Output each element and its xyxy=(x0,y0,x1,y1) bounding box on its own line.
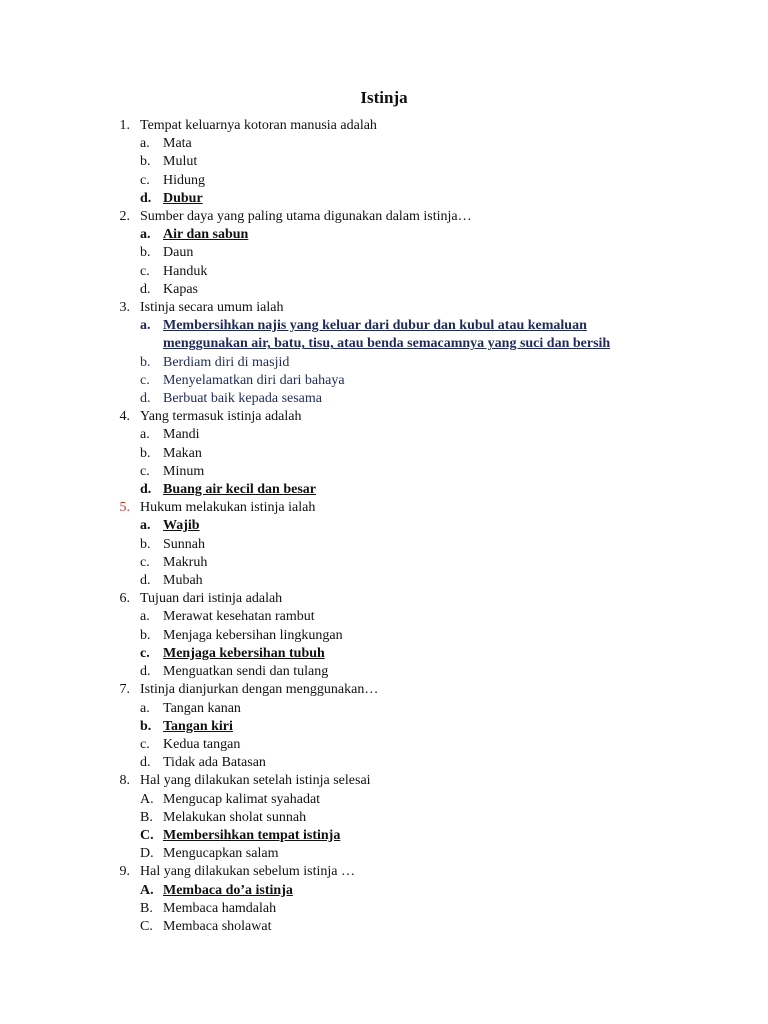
question-item xyxy=(0,863,768,881)
option-text: Mengucap kalimat syahadat xyxy=(163,791,321,807)
option-text: Buang air kecil dan besar xyxy=(163,482,316,498)
option-letter: d. xyxy=(140,482,152,498)
option-letter: b. xyxy=(140,154,151,170)
option-text: Tangan kiri xyxy=(163,718,233,734)
question-text: Tempat keluarnya kotoran manusia adalah xyxy=(140,118,377,133)
question-item xyxy=(0,499,768,517)
option-letter: b. xyxy=(140,536,151,552)
option-letter: C. xyxy=(140,827,154,843)
answer-option-correct xyxy=(0,645,768,663)
option-letter: c. xyxy=(140,554,150,570)
option-letter: c. xyxy=(140,463,150,479)
option-letter: d. xyxy=(140,281,151,297)
answer-option-correct xyxy=(0,481,768,499)
answer-option xyxy=(0,736,768,754)
option-text: Wajib xyxy=(163,518,200,534)
option-text: Makruh xyxy=(163,554,208,570)
answer-option xyxy=(0,608,768,626)
question-item xyxy=(0,772,768,790)
question-number: 7. xyxy=(119,682,130,698)
option-text: Air dan sabun xyxy=(163,227,249,243)
option-text: Handuk xyxy=(163,263,208,279)
option-letter: c. xyxy=(140,263,150,279)
option-letter: c. xyxy=(140,736,150,752)
answer-option xyxy=(0,445,768,463)
answer-option xyxy=(0,627,768,645)
answer-option xyxy=(0,700,768,718)
option-letter: b. xyxy=(140,445,151,461)
question-item xyxy=(0,117,768,135)
answer-option xyxy=(0,845,768,863)
option-text: Membersihkan tempat istinja xyxy=(163,827,341,843)
option-text: Menjaga kebersihan tubuh xyxy=(163,645,325,661)
answer-option-correct xyxy=(0,317,768,353)
option-text: Mubah xyxy=(163,573,203,589)
question-number: 9. xyxy=(119,864,130,880)
answer-option xyxy=(0,918,768,936)
question-text: Istinja dianjurkan dengan menggunakan… xyxy=(140,682,379,698)
option-letter: D. xyxy=(140,846,154,862)
option-text: Menguatkan sendi dan tulang xyxy=(163,664,329,680)
option-text: Daun xyxy=(163,245,194,261)
question-text: Hal yang dilakukan sebelum istinja … xyxy=(140,864,356,880)
option-letter: c. xyxy=(140,645,150,661)
option-letter: B. xyxy=(140,809,153,825)
option-text: Membersihkan najis yang keluar dari dubur dan kubul atau kemaluan menggunakan air, batu, tisu, atau benda semacamnya yang suci dan bersih xyxy=(163,318,611,352)
question-text: Tujuan dari istinja adalah xyxy=(140,591,283,607)
question-item xyxy=(0,208,768,226)
option-text: Tangan kanan xyxy=(163,700,241,716)
option-text: Minum xyxy=(163,463,205,479)
option-text: Sunnah xyxy=(163,536,205,552)
option-letter: C. xyxy=(140,918,153,934)
answer-option-correct xyxy=(0,882,768,900)
answer-option xyxy=(0,754,768,772)
option-text: Mandi xyxy=(163,427,200,443)
option-text: Membaca hamdalah xyxy=(163,900,277,916)
option-text: Hidung xyxy=(163,172,205,188)
question-number: 8. xyxy=(119,773,130,789)
answer-option-correct xyxy=(0,718,768,736)
answer-option xyxy=(0,390,768,408)
option-letter: d. xyxy=(140,664,151,680)
option-letter: A. xyxy=(140,791,154,807)
option-text: Menjaga kebersihan lingkungan xyxy=(163,627,343,643)
option-letter: A. xyxy=(140,882,154,898)
option-text: Menyelamatkan diri dari bahaya xyxy=(163,372,345,388)
option-text: Membaca sholawat xyxy=(163,918,272,934)
option-text: Mengucapkan salam xyxy=(163,846,279,862)
question-number: 5. xyxy=(119,500,130,516)
option-letter: d. xyxy=(140,755,151,771)
answer-option xyxy=(0,536,768,554)
question-number: 6. xyxy=(119,591,130,607)
answer-option xyxy=(0,463,768,481)
question-list xyxy=(0,117,768,936)
question-item xyxy=(0,681,768,699)
option-letter: d. xyxy=(140,573,151,589)
option-text: Mata xyxy=(163,136,192,152)
answer-option xyxy=(0,281,768,299)
option-text: Berdiam diri di masjid xyxy=(163,354,290,370)
answer-option xyxy=(0,572,768,590)
option-letter: a. xyxy=(140,700,150,716)
question-text: Hal yang dilakukan setelah istinja selesai xyxy=(140,773,371,789)
question-text: Hukum melakukan istinja ialah xyxy=(140,500,316,516)
option-letter: a. xyxy=(140,518,151,534)
option-letter: B. xyxy=(140,900,153,916)
option-letter: a. xyxy=(140,427,150,443)
question-item xyxy=(0,408,768,426)
option-text: Kedua tangan xyxy=(163,736,241,752)
option-text: Mulut xyxy=(163,154,198,170)
question-item xyxy=(0,299,768,317)
answer-option xyxy=(0,791,768,809)
answer-option-correct xyxy=(0,226,768,244)
option-letter: b. xyxy=(140,718,152,734)
option-letter: d. xyxy=(140,190,152,206)
answer-option xyxy=(0,663,768,681)
answer-option xyxy=(0,135,768,153)
option-letter: d. xyxy=(140,391,151,407)
question-item xyxy=(0,590,768,608)
answer-option xyxy=(0,172,768,190)
option-letter: b. xyxy=(140,245,151,261)
answer-option xyxy=(0,554,768,572)
answer-option-correct xyxy=(0,190,768,208)
option-text: Tidak ada Batasan xyxy=(163,755,266,771)
answer-option xyxy=(0,244,768,262)
page-title: Istinja xyxy=(360,88,408,107)
answer-option xyxy=(0,354,768,372)
option-letter: c. xyxy=(140,372,150,388)
question-text: Yang termasuk istinja adalah xyxy=(140,409,302,425)
option-text: Kapas xyxy=(163,281,198,297)
question-number: 3. xyxy=(119,300,130,316)
answer-option xyxy=(0,900,768,918)
option-letter: a. xyxy=(140,136,150,152)
option-text: Membaca do’a istinja xyxy=(163,882,293,898)
option-text: Berbuat baik kepada sesama xyxy=(163,391,322,407)
question-text: Istinja secara umum ialah xyxy=(140,300,284,316)
option-text: Merawat kesehatan rambut xyxy=(163,609,315,625)
option-letter: b. xyxy=(140,354,151,370)
option-text: Makan xyxy=(163,445,202,461)
option-text: Melakukan sholat sunnah xyxy=(163,809,307,825)
answer-option xyxy=(0,372,768,390)
answer-option-correct xyxy=(0,827,768,845)
option-letter: a. xyxy=(140,609,150,625)
option-letter: c. xyxy=(140,172,150,188)
option-letter: b. xyxy=(140,627,151,643)
option-letter: a. xyxy=(140,318,151,334)
question-text: Sumber daya yang paling utama digunakan dalam istinja… xyxy=(140,209,472,225)
answer-option xyxy=(0,809,768,827)
option-text: Dubur xyxy=(163,190,203,206)
question-number: 2. xyxy=(119,209,130,225)
option-letter: a. xyxy=(140,227,151,243)
answer-option xyxy=(0,153,768,171)
question-number: 4. xyxy=(119,409,130,425)
question-number: 1. xyxy=(119,118,130,133)
answer-option xyxy=(0,263,768,281)
answer-option-correct xyxy=(0,517,768,535)
answer-option xyxy=(0,426,768,444)
